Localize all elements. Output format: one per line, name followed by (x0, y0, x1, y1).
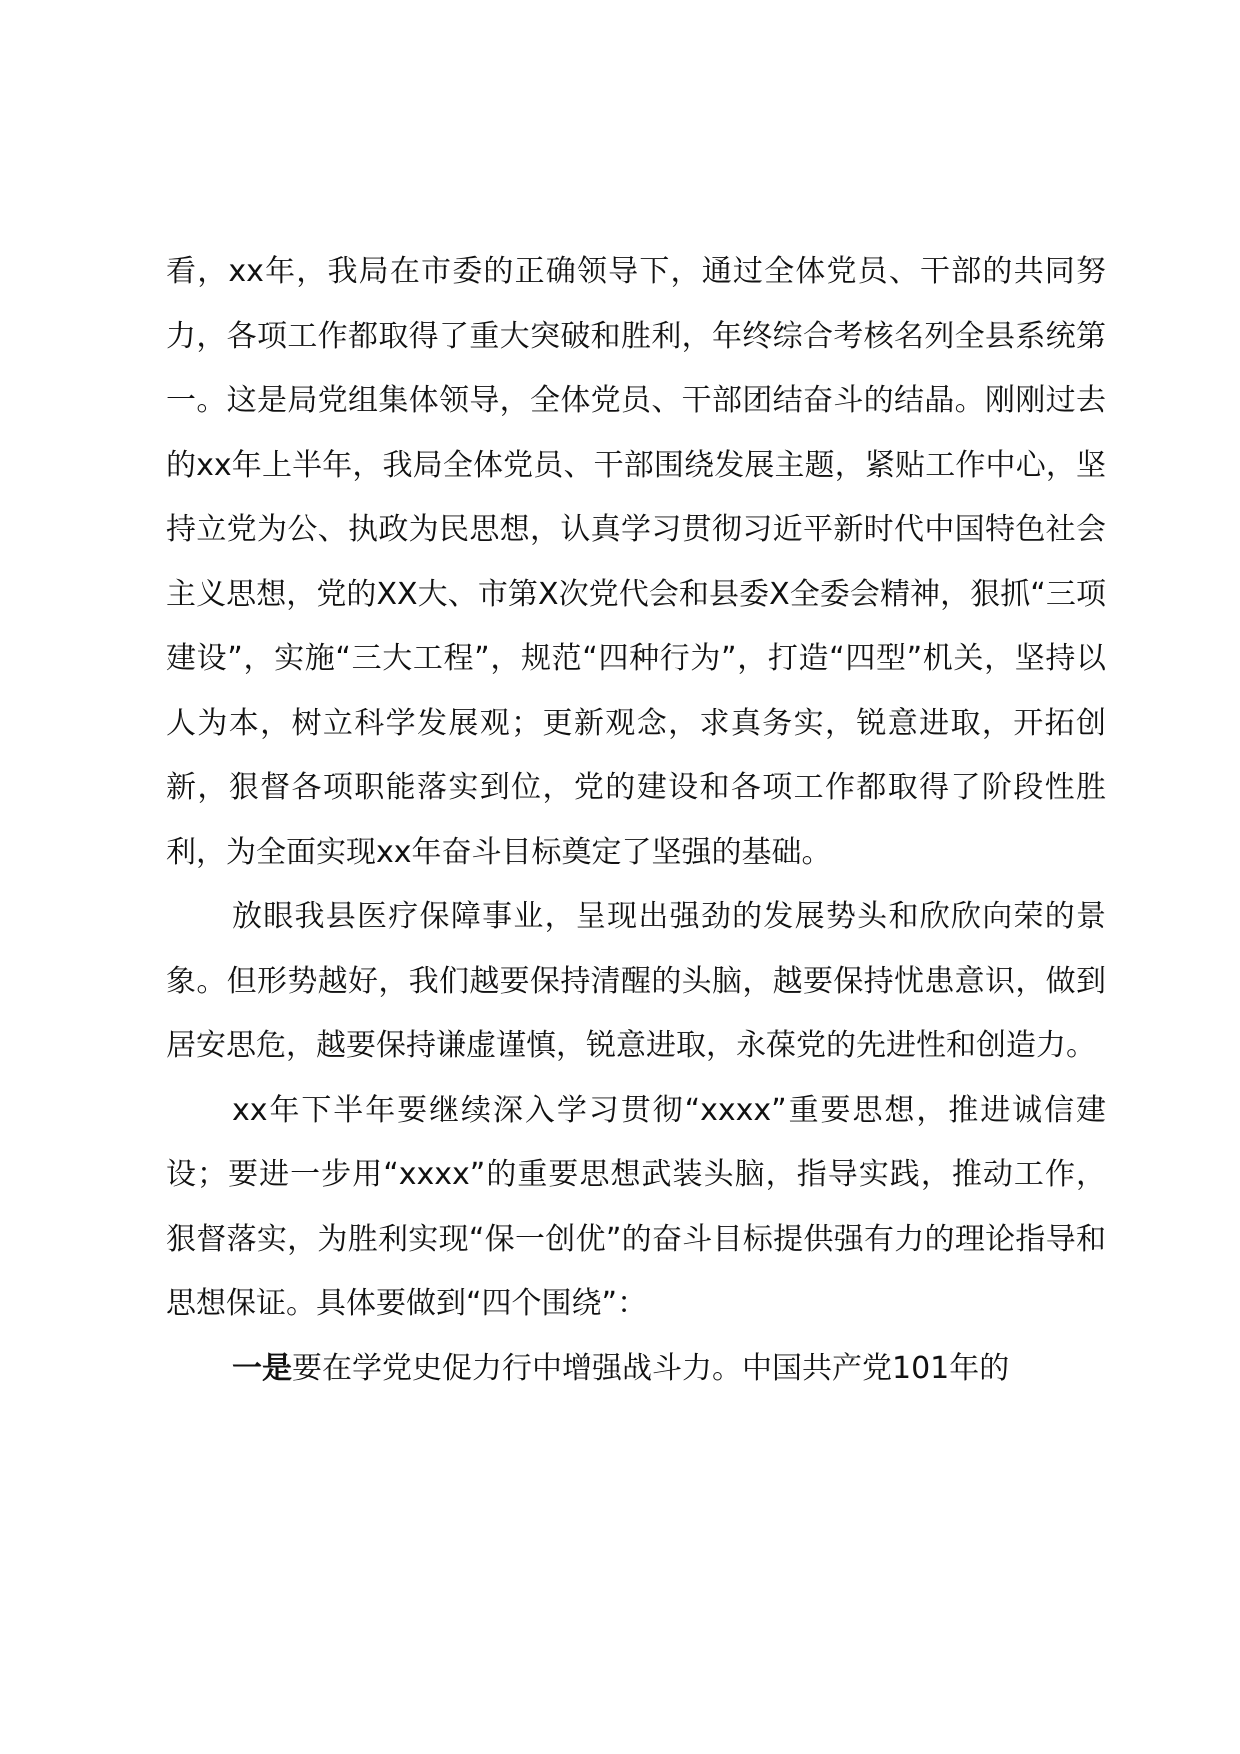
paragraph-4 (166, 1337, 1106, 1402)
paragraph-2: 放眼我县医疗保障事业，呈现出强劲的发展势头和欣欣向荣的景象。但形势越好，我们越要保持清醒的头脑，越要保持忧患意识，做到居安思危，越要保持谦虚谨慎，锐意进取，永葆党的先进性和创造力。 (166, 899, 1106, 1063)
paragraph-3: xx年下半年要继续深入学习贯彻“xxxx”重要思想，推进诚信建设；要进一步用“xxxx”的重要思想武装头脑，指导实践，推动工作，狠督落实，为胜利实现“保一创优”的奋斗目标提供强有力的理论指导和思想保证。具体要做到“四个围绕”： (166, 1092, 1106, 1321)
paragraph-1: 看，xx年，我局在市委的正确领导下，通过全体党员、干部的共同努力，各项工作都取得了重大突破和胜利，年终综合考核名列全县系统第一。这是局党组集体领导，全体党员、干部团结奋斗的结晶。刚刚过去的xx年上半年，我局全体党员、干部围绕发展主题，紧贴工作中心，坚持立党为公、执政为民思想，认真学习贯彻习近平新时代中国特色社会主义思想，党的XX大、市第X次党代会和县委X全委会精神，狠抓“三项建设”，实施“三大工程”，规范“四种行为”，打造“四型”机关，坚持以人为本，树立科学发展观；更新观念，求真务实，锐意进取，开拓创新，狠督各项职能落实到位，党的建设和各项工作都取得了阶段性胜利，为全面实现xx年奋斗目标奠定了坚强的基础。 (166, 254, 1106, 870)
paragraph-4-text: 要在学党史促力行中增强战斗力。中国共产党101年的 (292, 1350, 1010, 1386)
paragraph-4-lead: 一是 (232, 1350, 292, 1386)
document-body (166, 240, 1106, 1401)
